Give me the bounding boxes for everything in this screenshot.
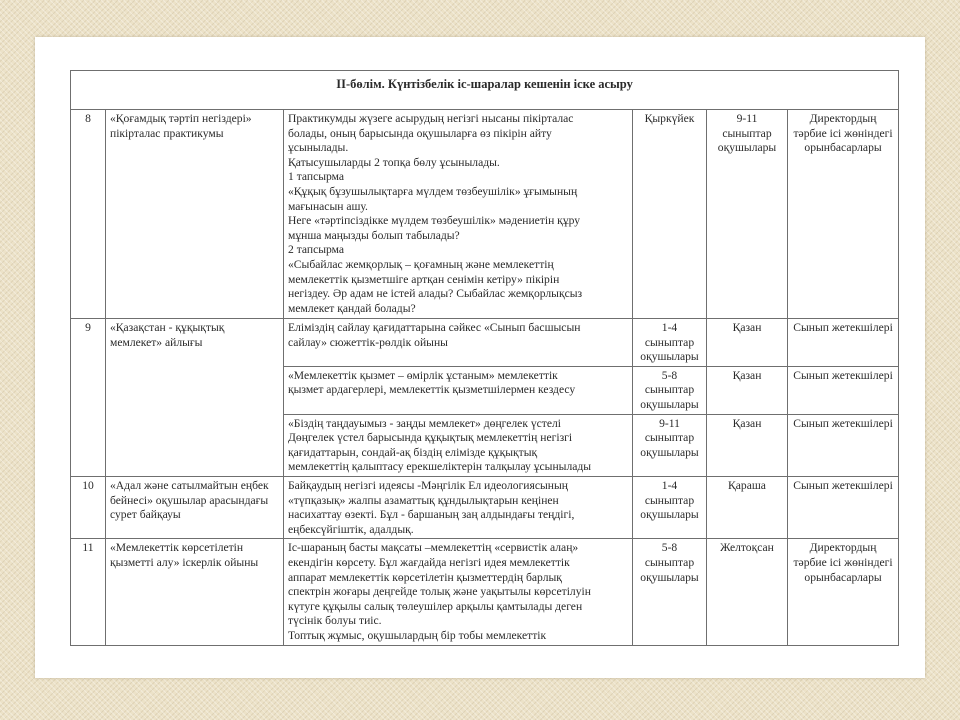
- row-number: 9: [71, 319, 106, 477]
- responsible: Сынып жетекшілері: [788, 319, 899, 367]
- responsible: Директордың тәрбие ісі жөніндегі орынбасарлары: [788, 539, 899, 646]
- table-row: [71, 539, 899, 646]
- participants: 1-4 сыныптар оқушылары: [633, 476, 707, 538]
- event-description: «Мемлекеттік қызмет – өмірлік ұстаным» мемлекеттік қызмет ардагерлері, мемлекеттік қызметшілермен кездесу: [284, 366, 633, 414]
- event-month: Қазан: [707, 366, 788, 414]
- event-name: «Қазақстан - құқықтық мемлекет» айлығы: [106, 319, 284, 477]
- participants: 5-8 сыныптар оқушылары: [633, 366, 707, 414]
- event-month: Қыркүйек: [633, 110, 707, 319]
- events-table: [70, 70, 899, 646]
- responsible: Сынып жетекшілері: [788, 414, 899, 476]
- event-name: «Адал және сатылмайтын еңбек бейнесі» оқушылар арасындағы сурет байқауы: [106, 476, 284, 538]
- table-row: [71, 319, 899, 367]
- event-month: Қазан: [707, 414, 788, 476]
- event-name: «Мемлекеттік көрсетілетін қызметті алу» іскерлік ойыны: [106, 539, 284, 646]
- event-description: «Біздің таңдауымыз - заңды мемлекет» дөңгелек үстелі Дөңгелек үстел барысында құқықтық мемлекеттің негізгі қағидаттарын, сондай-ақ біздің елімізде құқықтық мемлекеттің қалыптасу ерекшеліктерін талқылау ұсынылады: [284, 414, 633, 476]
- participants: 1-4 сыныптар оқушылары: [633, 319, 707, 367]
- event-description: Еліміздің сайлау қағидаттарына сәйкес «Сынып басшысын сайлау» сюжеттік-рөлдік ойыны: [284, 319, 633, 367]
- table-row: [71, 110, 899, 319]
- event-description: Байқаудың негізгі идеясы -Мәңгілік Ел идеологиясының «түпқазық» жалпы азаматтық құндылықтарын кеңінен насихаттау өзекті. Бұл - баршаның заң алдындағы теңдігі, еңбексүйгіштік, адалдық.: [284, 476, 633, 538]
- participants: 9-11 сыныптар оқушылары: [707, 110, 788, 319]
- event-month: Қараша: [707, 476, 788, 538]
- document-page: [35, 37, 925, 678]
- row-number: 10: [71, 476, 106, 538]
- event-name: «Қоғамдық тәртіп негіздері» пікірталас практикумы: [106, 110, 284, 319]
- event-month: Желтоқсан: [707, 539, 788, 646]
- event-description: Іс-шараның басты мақсаты –мемлекеттің «сервистік алаң» екендігін көрсету. Бұл жағдайда негізгі идея мемлекеттік аппарат мемлекеттік көрсетілетін қызметтердің барлық спектрін жоғары деңгейде толық және уақытылы көрсетілуін күтуге құқылы салық төлеушілер арқылы қамтылады деген түсінік болуы тиіс. Топтық жұмыс, оқушылардың бір тобы мемлекеттік: [284, 539, 633, 646]
- table-row: [71, 476, 899, 538]
- row-number: 11: [71, 539, 106, 646]
- event-month: Қазан: [707, 319, 788, 367]
- responsible: Сынып жетекшілері: [788, 476, 899, 538]
- responsible: Сынып жетекшілері: [788, 366, 899, 414]
- event-description: Практикумды жүзеге асырудың негізгі нысаны пікірталас болады, оның барысында оқушыларға өз пікірін айту ұсынылады. Қатысушыларды 2 топқа бөлу ұсынылады. 1 тапсырма «Құқық бұзушылықтарға мүлдем төзбеушілік» ұғымының мағынасын ашу. Неге «тәртіпсіздікке мүлдем төзбеушілік» мәдениетін құру мұнша маңызды болып табылады? 2 тапсырма «Сыбайлас жемқорлық – қоғамның және мемлекеттің мемлекеттік қызметшіге артқан сенімін кетіру» пікірін негіздеу. Әр адам не істей алады? Сыбайлас жемқорлықсыз мемлекет қандай болады?: [284, 110, 633, 319]
- participants: 9-11 сыныптар оқушылары: [633, 414, 707, 476]
- section-title-row: [71, 71, 899, 110]
- section-title: II-бөлім. Күнтізбелік іс-шаралар кешенін іске асыру: [71, 71, 899, 110]
- responsible: Директордың тәрбие ісі жөніндегі орынбасарлары: [788, 110, 899, 319]
- participants: 5-8 сыныптар оқушылары: [633, 539, 707, 646]
- row-number: 8: [71, 110, 106, 319]
